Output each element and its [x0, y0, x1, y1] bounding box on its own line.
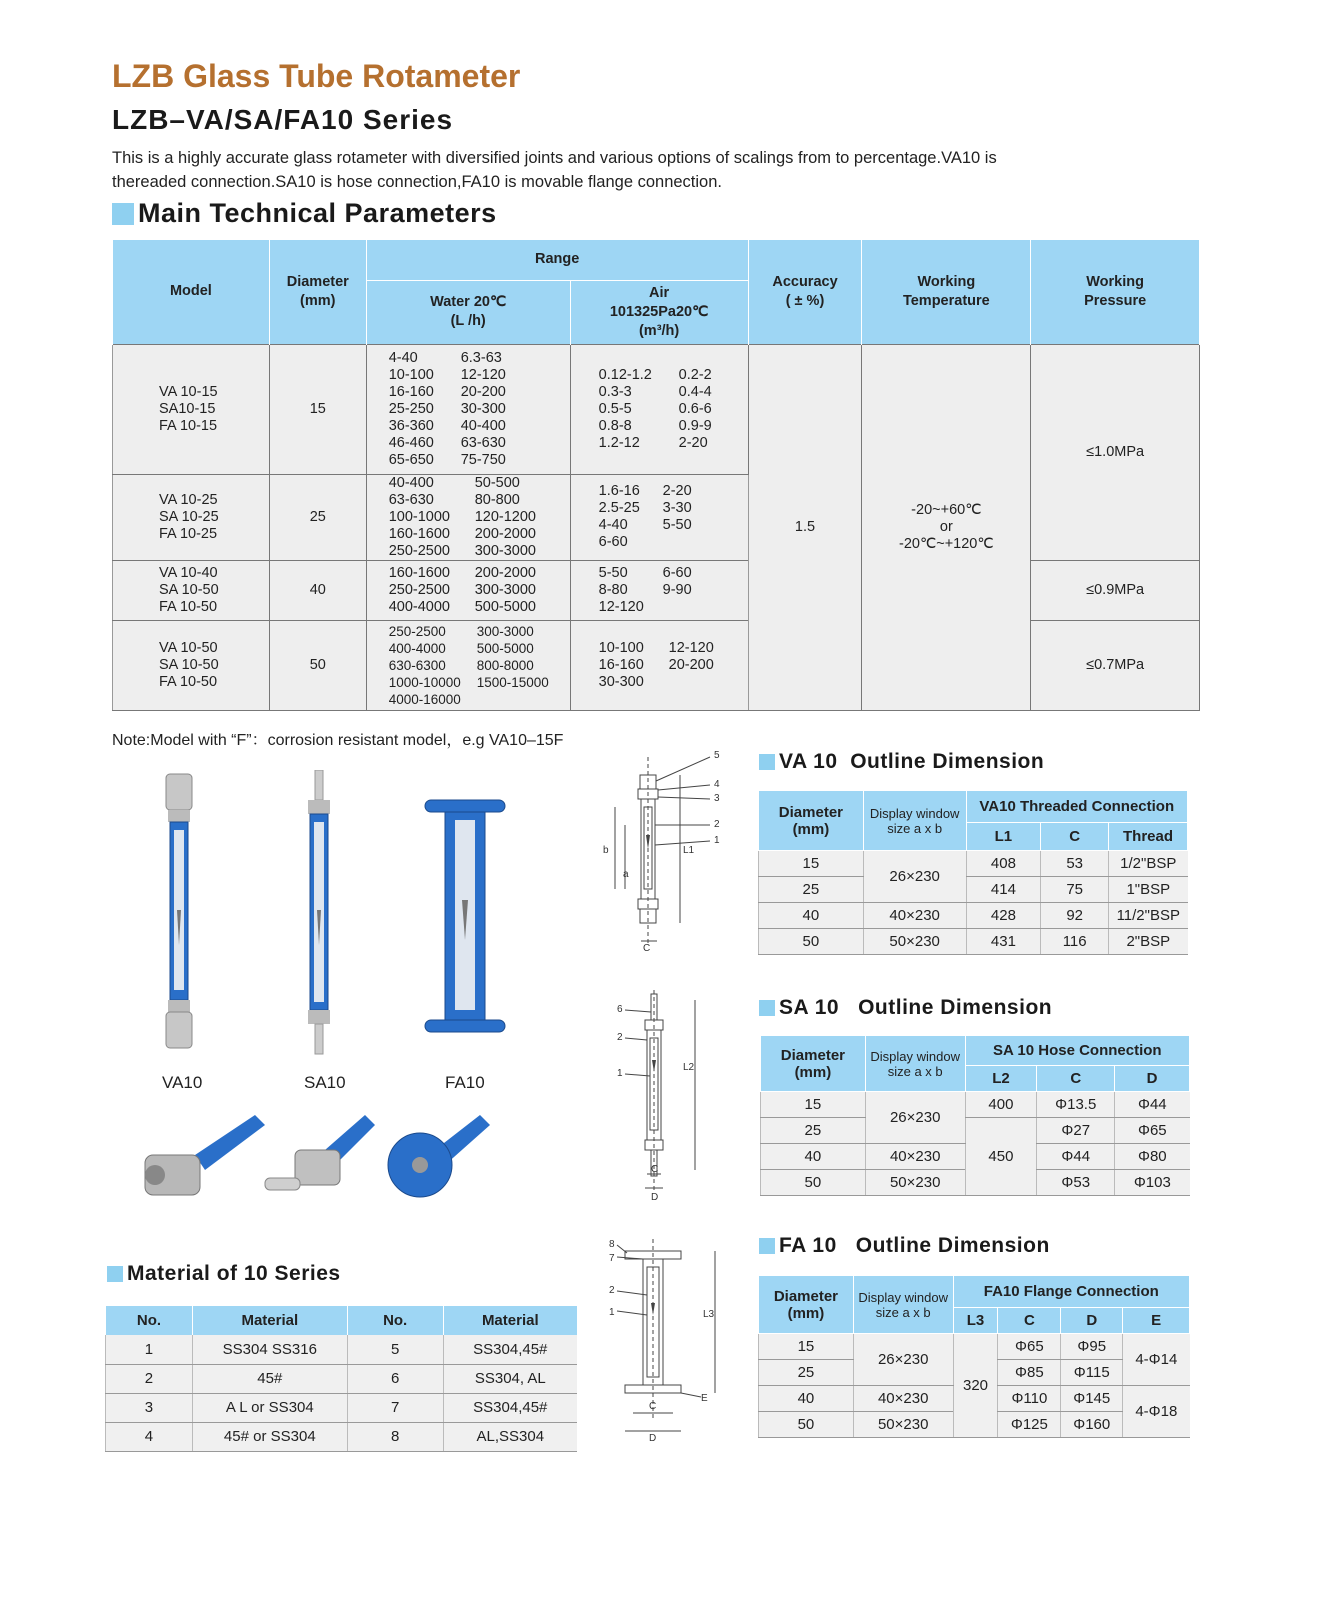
table-cell: 428: [966, 903, 1041, 929]
photo-label-fa10: FA10: [445, 1073, 485, 1092]
main-params-table: [112, 240, 1200, 711]
callout-label: 2: [609, 1285, 615, 1296]
page-title: LZB Glass Tube Rotameter: [112, 58, 521, 94]
header-material: Material: [443, 1306, 577, 1335]
table-cell: 40×230: [863, 903, 966, 929]
section-title: VA 10 Outline Dimension: [779, 750, 1045, 773]
table-cell: 5: [347, 1335, 443, 1364]
table-cell: Φ13.5: [1037, 1092, 1115, 1118]
header-model: Model: [113, 240, 270, 344]
air-range-cell: [570, 620, 748, 710]
sa10-drawing: [615, 990, 715, 1205]
table-cell: 250-2500 400-4000 630-6300 1000-10000 4000-16000: [388, 623, 461, 707]
header-l3: L3: [953, 1308, 998, 1334]
section-marker-icon: [107, 1266, 123, 1282]
table-cell: 40-400 63-630 100-1000 160-1600 250-2500: [388, 474, 450, 559]
material-table: [105, 1306, 577, 1452]
header-temperature: Working Temperature: [862, 240, 1031, 344]
water-range-cell: [366, 344, 570, 474]
header-no: No.: [347, 1306, 443, 1335]
table-cell: Φ65: [998, 1334, 1061, 1360]
table-cell: A L or SS304: [192, 1393, 347, 1422]
table-row: [761, 1092, 1190, 1118]
fa10-drawing: [605, 1235, 725, 1445]
section-sa10: [759, 996, 1052, 1020]
header-no: No.: [106, 1306, 193, 1335]
table-cell: 50×230: [853, 1412, 953, 1438]
table-cell: 0.2-2 0.4-4 0.6-6 0.9-9 2-20: [678, 366, 712, 451]
header-diameter: Diameter (mm): [759, 1276, 854, 1334]
table-cell: 25: [759, 877, 864, 903]
table-cell: 4: [106, 1422, 193, 1451]
float-icon: [651, 1303, 655, 1315]
callout-label: 2: [714, 819, 720, 830]
section-marker-icon: [112, 203, 134, 225]
table-cell: 0.12-1.2 0.3-3 0.5-5 0.8-8 1.2-12: [598, 366, 652, 451]
table-cell: 7: [347, 1393, 443, 1422]
table-cell: 1: [106, 1335, 193, 1364]
dimension-label: D: [651, 1192, 659, 1203]
dimension-label: L3: [703, 1309, 715, 1320]
callout-label: 1: [609, 1307, 615, 1318]
table-row: [759, 929, 1188, 955]
water-range-cell: [366, 560, 570, 620]
table-cell: 25: [759, 1360, 854, 1386]
callout-label: 6: [617, 1004, 623, 1015]
table-row: [106, 1393, 578, 1422]
table-row: [106, 1364, 578, 1393]
table-cell: 26×230: [863, 851, 966, 903]
temperature-cell: -20~+60℃ or -20℃~+120℃: [862, 344, 1031, 710]
dimension-label: L1: [683, 845, 695, 856]
header-d: D: [1115, 1066, 1190, 1092]
table-cell: 26×230: [853, 1334, 953, 1386]
section-va10: [759, 750, 1044, 774]
header-pressure: Working Pressure: [1031, 240, 1200, 344]
table-cell: 6.3-63 12-120 20-200 30-300 40-400 63-630 75-750: [460, 349, 506, 468]
water-range-cell: [366, 474, 570, 560]
dimension-label: C: [649, 1401, 657, 1412]
table-cell: 2: [106, 1364, 193, 1393]
header-window: Display window size a x b: [853, 1276, 953, 1334]
model-cell: VA 10-15 SA10-15 FA 10-15: [113, 344, 270, 474]
photo-label-sa10: SA10: [304, 1073, 346, 1092]
header-l2: L2: [965, 1066, 1037, 1092]
accuracy-cell: 1.5: [748, 344, 862, 710]
sa10-photo: [308, 770, 330, 1054]
table-row: [759, 1334, 1190, 1360]
dimension-label: b: [603, 845, 609, 856]
table-cell: AL,SS304: [443, 1422, 577, 1451]
table-cell: 50: [759, 929, 864, 955]
va10-drawing: [595, 745, 735, 960]
header-window: Display window size a x b: [863, 791, 966, 851]
threaded-joint-photo: [145, 1115, 265, 1195]
table-cell: Φ95: [1061, 1334, 1123, 1360]
float-icon: [652, 1060, 656, 1072]
header-range: Range: [366, 240, 748, 280]
table-cell: 50-500 80-800 120-1200 200-2000 300-3000: [474, 474, 536, 559]
table-cell: 45#: [192, 1364, 347, 1393]
header-water: Water 20℃ (L /h): [366, 280, 570, 344]
table-cell: Φ85: [998, 1360, 1061, 1386]
table-cell: 6: [347, 1364, 443, 1393]
table-row: [759, 903, 1188, 929]
table-cell: 40: [759, 903, 864, 929]
header-diameter: Diameter (mm): [269, 240, 366, 344]
note-text: Note:Model with “F”：corrosion resistant model，e.g VA10–15F: [112, 732, 564, 749]
header-l1: L1: [966, 823, 1041, 851]
table-cell: SS304 SS316: [192, 1335, 347, 1364]
table-cell: 4-40 10-100 16-160 25-250 36-360 46-460 65-650: [388, 349, 434, 468]
table-cell: Φ44: [1037, 1144, 1115, 1170]
header-d: D: [1061, 1308, 1123, 1334]
section-material: [107, 1262, 341, 1286]
table-cell: 5-50 8-80 12-120: [598, 564, 644, 615]
table-cell: 160-1600 250-2500 400-4000: [388, 564, 450, 615]
callout-label: 5: [714, 750, 720, 761]
table-cell: 320: [953, 1334, 998, 1438]
table-row: [106, 1335, 578, 1364]
model-cell: VA 10-40 SA 10-50 FA 10-50: [113, 560, 270, 620]
photo-label-va10: VA10: [162, 1073, 203, 1092]
hose-joint-photo: [265, 1115, 375, 1190]
table-cell: SS304,45#: [443, 1393, 577, 1422]
table-cell: 4-Φ14: [1123, 1334, 1190, 1386]
table-cell: 53: [1041, 851, 1109, 877]
model-cell: VA 10-50 SA 10-50 FA 10-50: [113, 620, 270, 710]
table-cell: 12-120 20-200: [668, 639, 714, 673]
table-cell: 50×230: [863, 929, 966, 955]
section-main-params: [112, 198, 497, 229]
table-cell: 45# or SS304: [192, 1422, 347, 1451]
dimension-label: D: [649, 1433, 657, 1444]
dimension-label: a: [623, 869, 629, 880]
dimension-label: C: [651, 1164, 659, 1175]
header-e: E: [1123, 1308, 1190, 1334]
table-cell: 408: [966, 851, 1041, 877]
table-cell: 2-20 3-30 5-50: [662, 483, 692, 533]
table-cell: 2"BSP: [1109, 929, 1188, 955]
table-row: [761, 1118, 1190, 1144]
intro-text: This is a highly accurate glass rotameter with diversified joints and various options of scalings from to percentage.VA10 is thereaded connection.SA10 is hose connection,FA10 is movable flange connection.: [112, 149, 997, 191]
table-cell: 450: [965, 1118, 1037, 1196]
float-icon: [646, 835, 650, 849]
table-cell: 1/2"BSP: [1109, 851, 1188, 877]
header-group: VA10 Threaded Connection: [966, 791, 1187, 823]
table-cell: Φ65: [1115, 1118, 1190, 1144]
section-marker-icon: [759, 1238, 775, 1254]
table-row: [106, 1422, 578, 1451]
table-cell: 116: [1041, 929, 1109, 955]
table-cell: 6-60 9-90: [662, 564, 692, 598]
table-cell: Φ44: [1115, 1092, 1190, 1118]
table-cell: 10-100 16-160 30-300: [598, 639, 644, 690]
table-cell: 40×230: [853, 1386, 953, 1412]
table-row: [113, 620, 1200, 710]
table-cell: 40: [759, 1386, 854, 1412]
section-title: FA 10 Outline Dimension: [779, 1234, 1050, 1257]
table-row: [759, 877, 1188, 903]
table-cell: 8: [347, 1422, 443, 1451]
table-cell: Φ27: [1037, 1118, 1115, 1144]
table-cell: 92: [1041, 903, 1109, 929]
flange-joint-photo: [388, 1115, 490, 1197]
header-accuracy: Accuracy ( ± %): [748, 240, 862, 344]
header-air: Air 101325Pa20℃ (m³/h): [570, 280, 748, 344]
table-cell: Φ53: [1037, 1170, 1115, 1196]
pressure-cell: ≤1.0MPa: [1031, 344, 1200, 560]
table-row: [113, 344, 1200, 474]
callout-label: 1: [714, 835, 720, 846]
model-cell: VA 10-25 SA 10-25 FA 10-25: [113, 474, 270, 560]
table-cell: Φ145: [1061, 1386, 1123, 1412]
va10-photo: [166, 774, 192, 1048]
table-cell: 400: [965, 1092, 1037, 1118]
product-photos: [140, 770, 520, 1070]
callout-label: 8: [609, 1239, 615, 1250]
table-cell: Φ110: [998, 1386, 1061, 1412]
header-c: C: [1037, 1066, 1115, 1092]
callout-label: 3: [714, 793, 720, 804]
air-range-cell: [570, 344, 748, 474]
table-cell: 75: [1041, 877, 1109, 903]
callout-label: 4: [714, 779, 720, 790]
connection-closeups: [135, 1110, 505, 1210]
table-cell: 431: [966, 929, 1041, 955]
table-cell: 26×230: [865, 1092, 965, 1144]
water-range-cell: [366, 620, 570, 710]
table-cell: 300-3000 500-5000 800-8000 1500-15000: [476, 623, 549, 690]
page-subtitle: LZB–VA/SA/FA10 Series: [112, 104, 454, 135]
sa10-table: [760, 1035, 1190, 1196]
header-diameter: Diameter (mm): [759, 791, 864, 851]
table-cell: 40×230: [865, 1144, 965, 1170]
callout-label: 2: [617, 1032, 623, 1043]
header-diameter: Diameter (mm): [761, 1036, 866, 1092]
table-cell: 3: [106, 1393, 193, 1422]
pressure-cell: ≤0.7MPa: [1031, 620, 1200, 710]
table-cell: 40: [761, 1144, 866, 1170]
header-group: FA10 Flange Connection: [953, 1276, 1189, 1308]
header-c: C: [1041, 823, 1109, 851]
section-title: SA 10 Outline Dimension: [779, 996, 1053, 1019]
table-cell: 1"BSP: [1109, 877, 1188, 903]
table-cell: Φ160: [1061, 1412, 1123, 1438]
header-c: C: [998, 1308, 1061, 1334]
table-cell: 200-2000 300-3000 500-5000: [474, 564, 536, 615]
header-group: SA 10 Hose Connection: [965, 1036, 1189, 1066]
diameter-cell: 50: [269, 620, 366, 710]
section-title: Material of 10 Series: [127, 1262, 341, 1285]
table-row: [113, 560, 1200, 620]
fa10-table: [758, 1275, 1190, 1438]
table-cell: 4-Φ18: [1123, 1386, 1190, 1438]
va10-table: [758, 790, 1188, 955]
table-cell: 50×230: [865, 1170, 965, 1196]
table-cell: SS304,45#: [443, 1335, 577, 1364]
table-cell: 414: [966, 877, 1041, 903]
callout-label: 1: [617, 1068, 623, 1079]
header-material: Material: [192, 1306, 347, 1335]
table-cell: 1.6-16 2.5-25 4-40 6-60: [598, 483, 640, 550]
section-marker-icon: [759, 754, 775, 770]
dimension-label: L2: [683, 1062, 695, 1073]
header-thread: Thread: [1109, 823, 1188, 851]
diameter-cell: 40: [269, 560, 366, 620]
table-cell: 50: [761, 1170, 866, 1196]
callout-label: 7: [609, 1253, 615, 1264]
table-row: [759, 851, 1188, 877]
diameter-cell: 25: [269, 474, 366, 560]
section-marker-icon: [759, 1000, 775, 1016]
dimension-label: C: [643, 943, 651, 954]
dimension-label: E: [701, 1393, 708, 1404]
table-cell: Φ80: [1115, 1144, 1190, 1170]
table-cell: 50: [759, 1412, 854, 1438]
table-cell: 25: [761, 1118, 866, 1144]
pressure-cell: ≤0.9MPa: [1031, 560, 1200, 620]
table-cell: 15: [759, 1334, 854, 1360]
table-cell: SS304, AL: [443, 1364, 577, 1393]
air-range-cell: [570, 560, 748, 620]
table-cell: Φ125: [998, 1412, 1061, 1438]
table-cell: Φ115: [1061, 1360, 1123, 1386]
air-range-cell: [570, 474, 748, 560]
section-title: Main Technical Parameters: [138, 198, 497, 228]
diameter-cell: 15: [269, 344, 366, 474]
table-cell: 15: [759, 851, 864, 877]
fa10-photo: [425, 800, 505, 1032]
section-fa10: [759, 1234, 1050, 1258]
table-cell: 15: [761, 1092, 866, 1118]
header-window: Display window size a x b: [865, 1036, 965, 1092]
table-cell: Φ103: [1115, 1170, 1190, 1196]
table-cell: 11/2"BSP: [1109, 903, 1188, 929]
